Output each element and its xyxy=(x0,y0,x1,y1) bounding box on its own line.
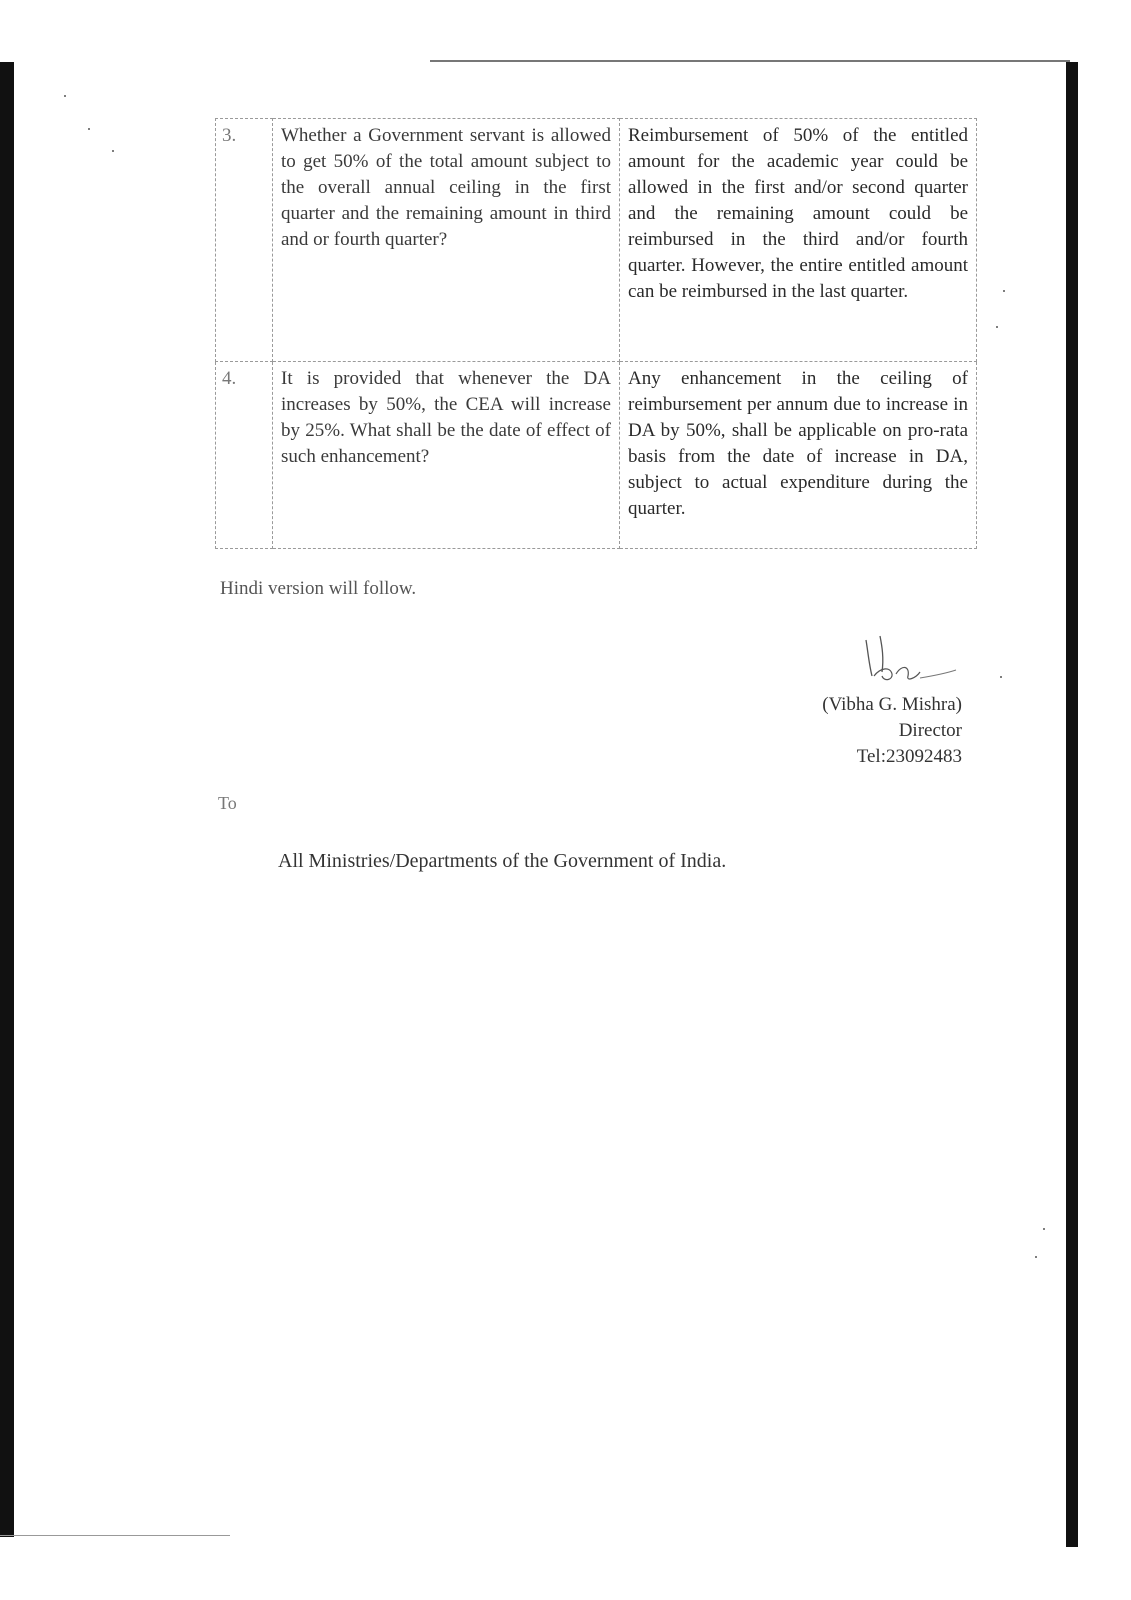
scan-speck xyxy=(1003,290,1005,292)
signatory-name: (Vibha G. Mishra) xyxy=(822,694,962,715)
scan-speck xyxy=(88,128,90,130)
scan-edge-left xyxy=(0,62,14,1537)
answer-cell: Any enhancement in the ceiling of reimbursement per annum due to increase in DA by 50%, shall be applicable on pro-rata basis from the date of increase in DA, subject to actual expenditure during the quarter. xyxy=(620,362,977,549)
recipient: All Ministries/Departments of the Government of India. xyxy=(278,850,727,872)
signatory-designation: Director xyxy=(898,720,962,741)
handwritten-signature xyxy=(860,632,960,692)
scan-speck xyxy=(1035,1256,1037,1258)
row-number: 3. xyxy=(216,119,273,362)
qa-table xyxy=(215,118,977,549)
signatory-block xyxy=(700,692,962,770)
scan-speck xyxy=(996,326,998,328)
hindi-version-note: Hindi version will follow. xyxy=(220,578,417,599)
scan-speck xyxy=(1043,1228,1045,1230)
signatory-telephone: Tel:23092483 xyxy=(856,746,962,767)
row-number: 4. xyxy=(216,362,273,549)
question-cell: It is provided that whenever the DA increases by 50%, the CEA will increase by 25%. What shall be the date of effect of such enhancement? xyxy=(273,362,620,549)
table-row xyxy=(216,119,977,362)
scan-edge-top xyxy=(430,60,1070,62)
scan-speck xyxy=(1000,676,1002,678)
answer-cell: Reimbursement of 50% of the entitled amount for the academic year could be allowed in the first and/or second quarter and the remaining amount could be reimbursed in the third and/or fourth quarter. However, the entire entitled amount can be reimbursed in the last quarter. xyxy=(620,119,977,362)
to-label: To xyxy=(218,793,237,813)
scan-speck xyxy=(112,150,114,152)
table-row xyxy=(216,362,977,549)
scan-edge-bottom xyxy=(0,1535,230,1536)
scan-edge-right xyxy=(1066,62,1078,1547)
question-cell: Whether a Government servant is allowed to get 50% of the total amount subject to the overall annual ceiling in the first quarter and the remaining amount in third and or fourth quarter? xyxy=(273,119,620,362)
scan-speck xyxy=(64,95,66,97)
